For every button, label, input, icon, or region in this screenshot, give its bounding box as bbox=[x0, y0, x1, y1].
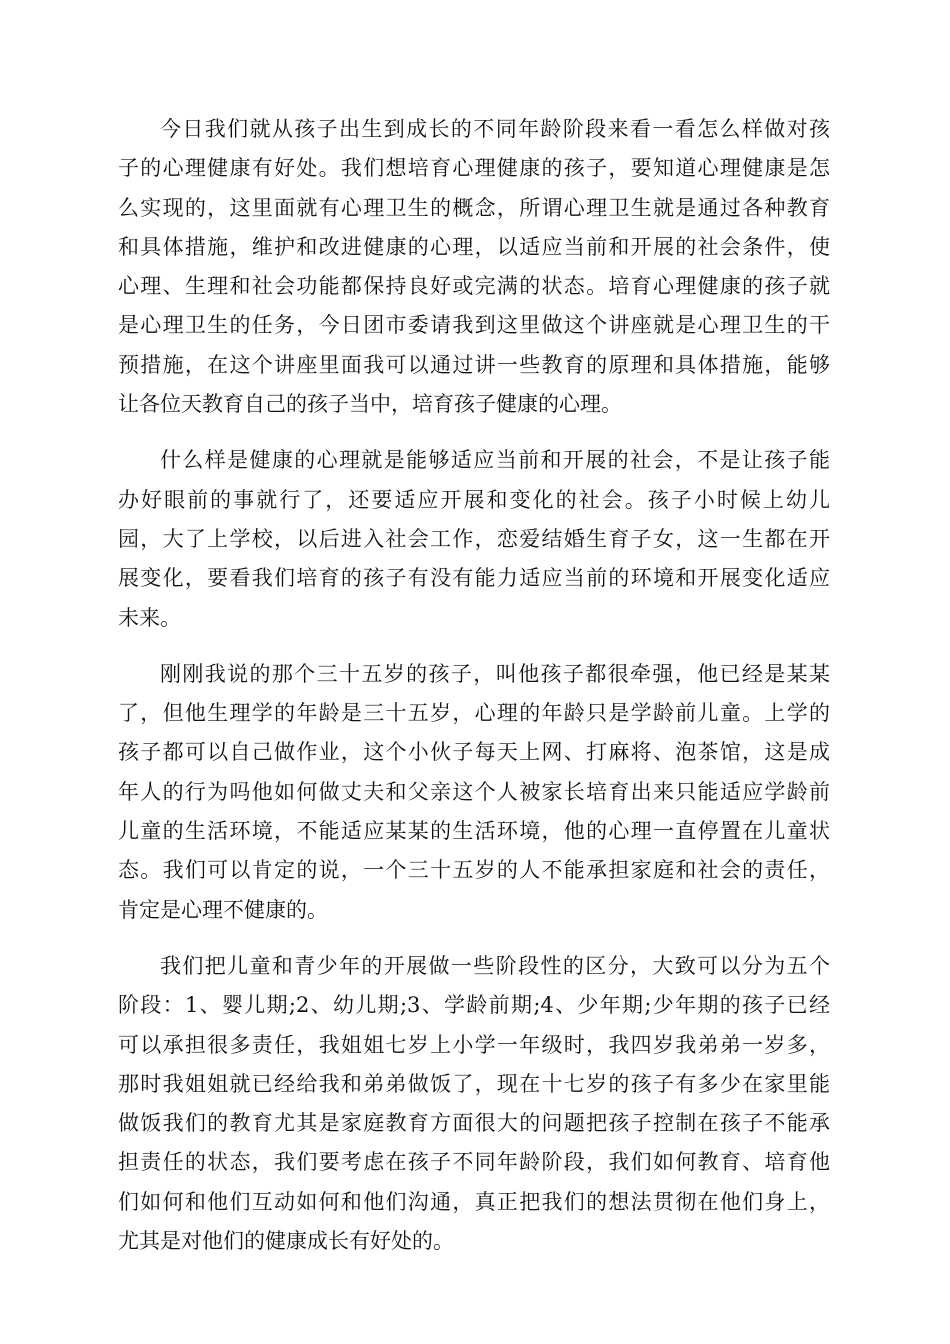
paragraph-4-line-2: 阶段：1、婴儿期;2、幼儿期;3、学龄前期;4、少年期;少年期的孩子已经 bbox=[118, 993, 830, 1018]
paragraph-3-line-7: 肯定是心理不健康的。 bbox=[118, 897, 328, 922]
paragraph-3-line-1: 刚刚我说的那个三十五岁的孩子，叫他孩子都很牵强，他已经是某某 bbox=[160, 661, 830, 686]
paragraph-1 bbox=[118, 110, 830, 424]
paragraph-4-line-3: 可以承担很多责任，我姐姐七岁上小学一年级时，我四岁我弟弟一岁多， bbox=[118, 1032, 830, 1057]
paragraph-1-line-4: 和具体措施，维护和改进健康的心理，以适应当前和开展的社会条件，使 bbox=[118, 234, 830, 259]
paragraph-4-line-5: 做饭我们的教育尤其是家庭教育方面很大的问题把孩子控制在孩子不能承 bbox=[118, 1111, 830, 1136]
paragraph-2-line-1: 什么样是健康的心理就是能够适应当前和开展的社会，不是让孩子能 bbox=[160, 448, 830, 473]
paragraph-2-line-5: 未来。 bbox=[118, 605, 181, 630]
paragraph-1-line-8: 让各位天教育自己的孩子当中，培育孩子健康的心理。 bbox=[118, 392, 622, 417]
document-page bbox=[118, 110, 830, 1278]
paragraph-4-line-1: 我们把儿童和青少年的开展做一些阶段性的区分，大致可以分为五个 bbox=[160, 953, 830, 978]
paragraph-1-line-7: 预措施，在这个讲座里面我可以通过讲一些教育的原理和具体措施，能够 bbox=[118, 352, 830, 377]
paragraph-3-line-3: 孩子都可以自己做作业，这个小伙子每天上网、打麻将、泡茶馆，这是成 bbox=[118, 740, 830, 765]
paragraph-1-line-1: 今日我们就从孩子出生到成长的不同年龄阶段来看一看怎么样做对孩 bbox=[160, 117, 830, 141]
paragraph-4-line-8: 尤其是对他们的健康成长有好处的。 bbox=[118, 1229, 454, 1254]
paragraph-2-line-4: 展变化，要看我们培育的孩子有没有能力适应当前的环境和开展变化适应 bbox=[118, 566, 830, 591]
paragraph-4 bbox=[118, 947, 830, 1261]
paragraph-1-line-3: 么实现的，这里面就有心理卫生的概念，所谓心理卫生就是通过各种教育 bbox=[118, 195, 830, 220]
paragraph-3 bbox=[118, 655, 830, 930]
paragraph-1-line-6: 是心理卫生的任务，今日团市委请我到这里做这个讲座就是心理卫生的干 bbox=[118, 313, 830, 338]
paragraph-1-line-5: 心理、生理和社会功能都保持良好或完满的状态。培育心理健康的孩子就 bbox=[118, 274, 830, 299]
paragraph-3-line-2: 了，但他生理学的年龄是三十五岁，心理的年龄只是学龄前儿童。上学的 bbox=[118, 701, 830, 726]
paragraph-3-line-6: 态。我们可以肯定的说，一个三十五岁的人不能承担家庭和社会的责任， bbox=[118, 858, 830, 883]
paragraph-3-line-5: 儿童的生活环境，不能适应某某的生活环境，他的心理一直停置在儿童状 bbox=[118, 819, 830, 844]
paragraph-4-line-7: 们如何和他们互动如何和他们沟通，真正把我们的想法贯彻在他们身上， bbox=[118, 1189, 830, 1214]
paragraph-3-line-4: 年人的行为吗他如何做丈夫和父亲这个人被家长培育出来只能适应学龄前 bbox=[118, 779, 830, 804]
paragraph-2-line-2: 办好眼前的事就行了，还要适应开展和变化的社会。孩子小时候上幼儿 bbox=[118, 487, 830, 512]
paragraph-2 bbox=[118, 441, 830, 637]
paragraph-2-line-3: 园，大了上学校，以后进入社会工作，恋爱结婚生育子女，这一生都在开 bbox=[118, 526, 830, 551]
paragraph-4-line-4: 那时我姐姐就已经给我和弟弟做饭了，现在十七岁的孩子有多少在家里能 bbox=[118, 1071, 830, 1096]
paragraph-4-line-6: 担责任的状态，我们要考虑在孩子不同年龄阶段，我们如何教育、培育他 bbox=[118, 1150, 830, 1175]
paragraph-1-line-2: 子的心理健康有好处。我们想培育心理健康的孩子，要知道心理健康是怎 bbox=[118, 156, 830, 181]
